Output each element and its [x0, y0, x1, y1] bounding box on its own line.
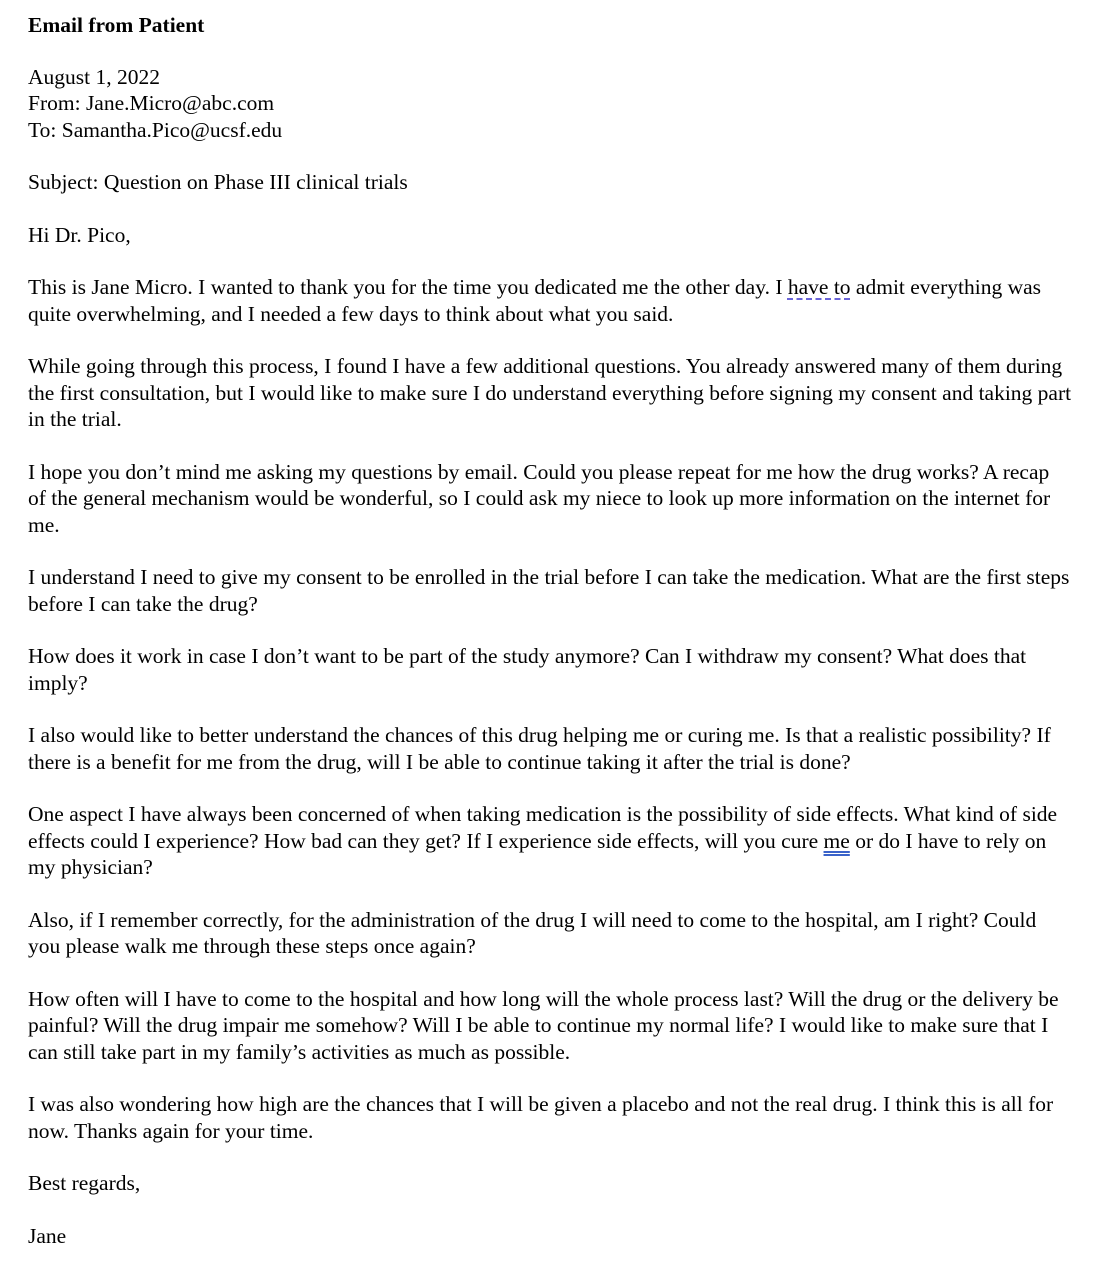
email-from: From: Jane.Micro@abc.com: [28, 91, 275, 115]
body-paragraph-8: Also, if I remember correctly, for the administration of the drug I will need to come to the hospital, am I right? Could you please walk me through these steps once again?: [28, 907, 1037, 958]
paragraph-text: One aspect I have always been concerned of when taking medication is the possibility of side effects. What kind of side effects could I experience? How bad can they get? If I experience side effects, will you cure: [28, 802, 1058, 853]
grammar-suggestion-mark[interactable]: have to: [787, 275, 851, 299]
body-paragraph-10: I was also wondering how high are the chances that I will be given a placebo and not the real drug. I think this is all for now. Thanks again for your time.: [28, 1092, 1054, 1143]
email-date: August 1, 2022: [28, 64, 160, 89]
email-greeting: Hi Dr. Pico,: [28, 222, 131, 247]
body-paragraph-6: I also would like to better understand the chances of this drug helping me or curing me. Is that a realistic possibility? If there is a benefit for me from the drug, will I be able to continue taking it after the trial is done?: [28, 723, 1051, 774]
body-paragraph-9: How often will I have to come to the hospital and how long will the whole process last? Will the drug or the delivery be painful? Will the drug impair me somehow? Will I be able to continue my normal life? I would like to make sure that I can still take part in my family’s activities as much as possible.: [28, 986, 1059, 1064]
body-paragraph-1: [28, 274, 1072, 327]
document-title: Email from Patient: [28, 13, 205, 37]
email-header: [28, 64, 1072, 144]
body-paragraph-2: While going through this process, I found I have a few additional questions. You already answered many of them during the first consultation, but I would like to make sure I do understand everything before signing my consent and taking part in the trial.: [28, 354, 1072, 431]
style-suggestion-mark[interactable]: me: [823, 828, 850, 853]
email-closing: Best regards,: [28, 1171, 141, 1195]
paragraph-text: This is Jane Micro. I wanted to thank you for the time you dedicated me the other day. I: [28, 275, 788, 299]
email-subject: Subject: Question on Phase III clinical trials: [28, 170, 408, 194]
paragraph-text: or do I have to rely on my physician?: [28, 828, 1047, 879]
email-signature: Jane: [28, 1223, 67, 1248]
paragraph-text: admit everything was quite overwhelming, and I needed a few days to think about what you said.: [28, 275, 1042, 326]
email-to: To: Samantha.Pico@ucsf.edu: [28, 117, 283, 142]
body-paragraph-5: How does it work in case I don’t want to be part of the study anymore? Can I withdraw my consent? What does that imply?: [28, 644, 1027, 695]
body-paragraph-7: [28, 801, 1072, 881]
body-paragraph-3: I hope you don’t mind me asking my questions by email. Could you please repeat for me how the drug works? A recap of the general mechanism would be wonderful, so I could ask my niece to look up more information on the internet for me.: [28, 459, 1051, 537]
body-paragraph-4: I understand I need to give my consent to be enrolled in the trial before I can take the medication. What are the first steps before I can take the drug?: [28, 565, 1070, 616]
